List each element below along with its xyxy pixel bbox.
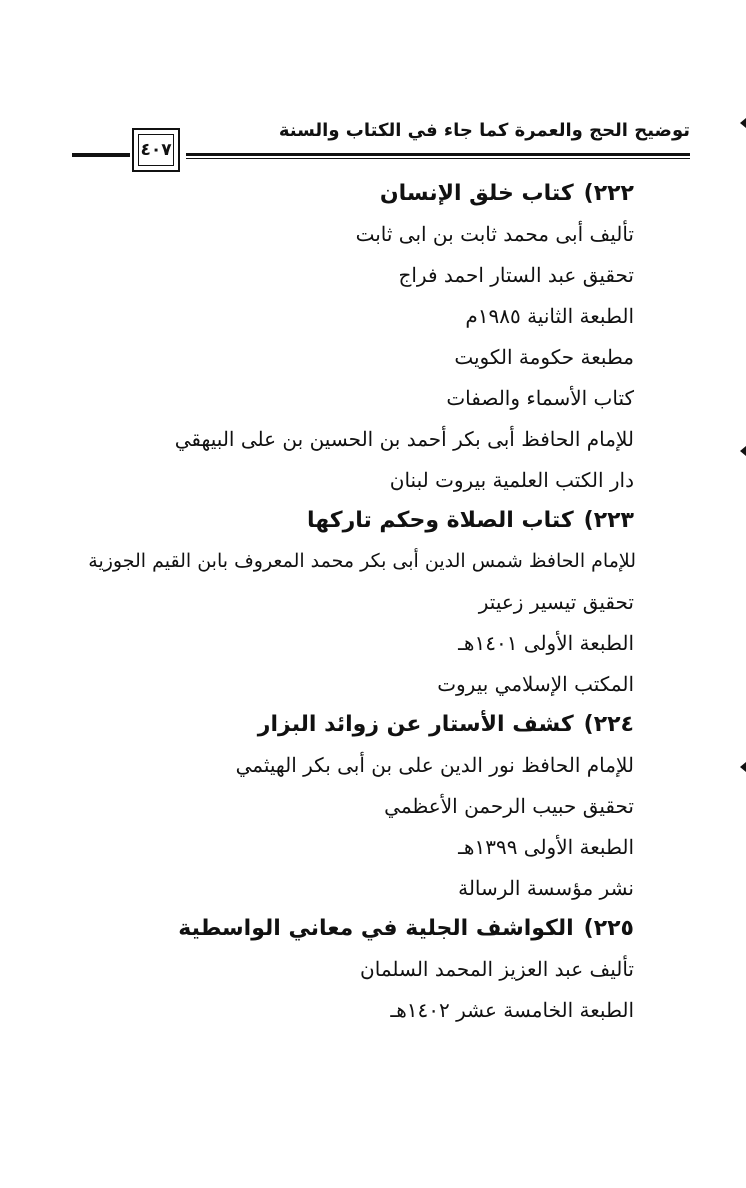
entry-number: ٢٢٤) xyxy=(583,712,634,737)
entry-title xyxy=(114,174,634,214)
entry-number: ٢٢٣) xyxy=(583,508,634,533)
entry-line: للإمام الحافظ نور الدين على بن أبى بكر الهيثمي xyxy=(235,753,634,777)
page-number-box xyxy=(132,128,180,172)
entry-line: تحقيق تيسير زعيتر xyxy=(478,590,634,614)
running-header-title: توضيح الحج والعمرة كما جاء في الكتاب والسنة xyxy=(278,120,690,141)
margin-mark-icon xyxy=(740,446,746,456)
bibliography-list xyxy=(88,174,636,1031)
entry-title xyxy=(114,909,634,949)
bibliography-entry-225 xyxy=(114,909,634,1031)
header-rule-thin xyxy=(186,158,690,159)
bibliography-entry-223 xyxy=(88,501,636,705)
entry-line: الطبعة الثانية ١٩٨٥م xyxy=(465,304,634,328)
entry-title xyxy=(114,501,634,541)
entry-line: للإمام الحافظ شمس الدين أبى بكر محمد المعروف بابن القيم الجوزية xyxy=(88,550,636,572)
bibliography-entry-224 xyxy=(114,705,634,909)
entry-line: مطبعة حكومة الكويت xyxy=(454,345,634,369)
entry-line: الطبعة الأولى ١٤٠١هـ xyxy=(458,631,634,655)
entry-line: كتاب الأسماء والصفات xyxy=(446,386,634,410)
entry-number: ٢٢٢) xyxy=(583,181,634,206)
entry-line: الطبعة الخامسة عشر ١٤٠٢هـ xyxy=(390,998,634,1022)
entry-line: دار الكتب العلمية بيروت لبنان xyxy=(389,468,634,492)
margin-mark-icon xyxy=(740,762,746,772)
entry-line: الطبعة الأولى ١٣٩٩هـ xyxy=(458,835,634,859)
entry-line: تحقيق حبيب الرحمن الأعظمي xyxy=(384,794,634,818)
entry-title xyxy=(114,705,634,745)
entry-line: تحقيق عبد الستار احمد فراج xyxy=(398,263,634,287)
header-rule xyxy=(186,153,690,156)
entry-title-text: كتاب خلق الإنسان xyxy=(379,181,574,206)
entry-title-text: الكواشف الجلية في معاني الواسطية xyxy=(178,916,574,941)
page-number: ٤٠٧ xyxy=(138,134,174,166)
entry-line: تأليف أبى محمد ثابت بن ابى ثابت xyxy=(355,222,634,246)
entry-line: نشر مؤسسة الرسالة xyxy=(458,876,634,900)
header-left-rule xyxy=(72,153,130,157)
entry-title-text: كتاب الصلاة وحكم تاركها xyxy=(307,508,574,533)
entry-title-text: كشف الأستار عن زوائد البزار xyxy=(257,712,574,737)
page-header xyxy=(0,120,746,180)
entry-line: المكتب الإسلامي بيروت xyxy=(437,672,634,696)
bibliography-entry-222 xyxy=(114,174,634,501)
entry-number: ٢٢٥) xyxy=(583,916,634,941)
entry-line: للإمام الحافظ أبى بكر أحمد بن الحسين بن على البيهقي xyxy=(174,427,634,451)
entry-line: تأليف عبد العزيز المحمد السلمان xyxy=(360,957,634,981)
